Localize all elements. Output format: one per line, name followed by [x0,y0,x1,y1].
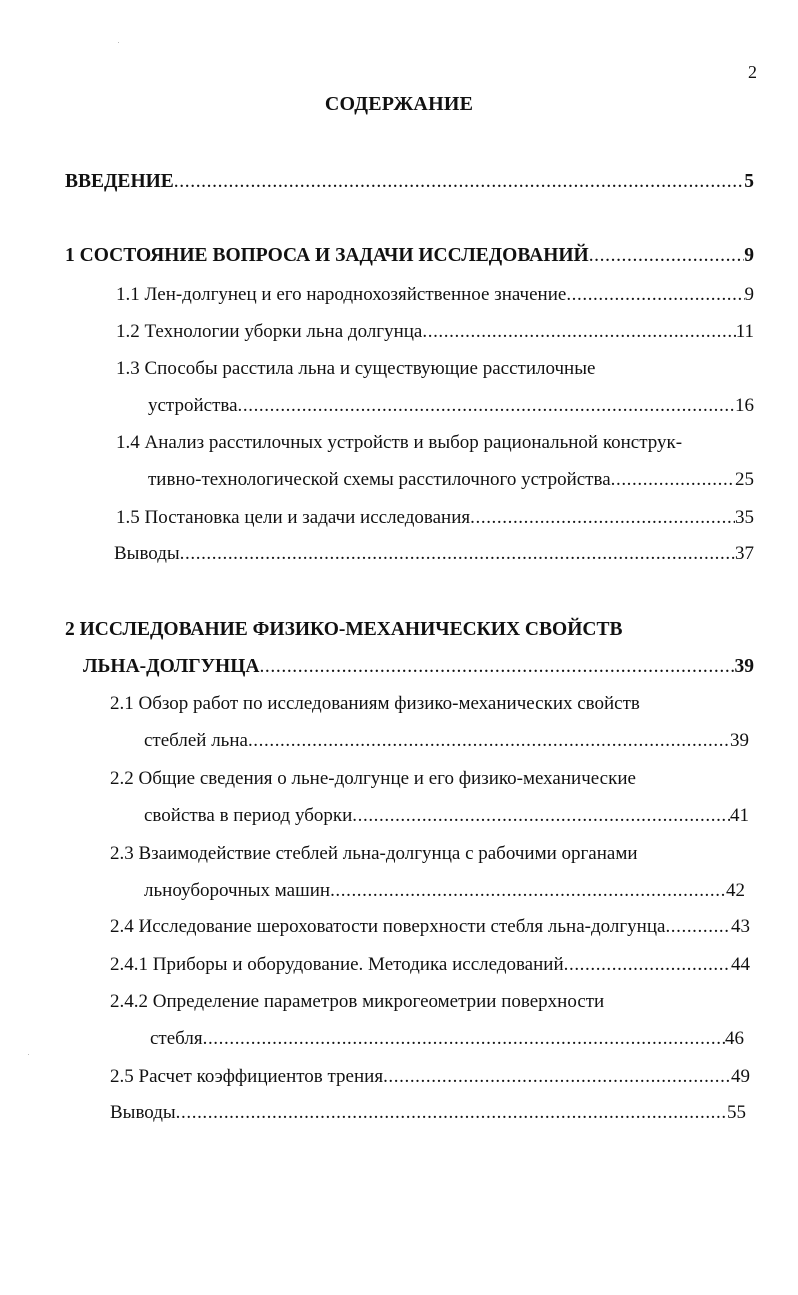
toc-entry-title: тивно-технологической схемы расстилочного устройства [148,469,611,490]
toc-entry-page: 37 [735,543,754,564]
toc-entry-title: стебля [150,1028,203,1049]
dot-leader [383,1065,731,1089]
toc-entry-page: 55 [727,1102,746,1123]
toc-entry-title: 1 СОСТОЯНИЕ ВОПРОСА И ЗАДАЧИ ИССЛЕДОВАНИЙ [65,245,589,266]
toc-entry-page: 49 [731,1066,750,1087]
toc-entry-1-4-line1[interactable]: 1.4 Анализ расстилочных устройств и выбор рациональной конструк- [116,432,683,453]
toc-entry-2-4-2[interactable] [150,1027,744,1051]
dot-leader [422,320,735,344]
dot-leader [330,879,726,903]
toc-entry-2-2[interactable] [144,804,749,828]
toc-entry-page: 25 [735,469,754,490]
dot-leader [611,468,735,492]
toc-entry-title: Выводы [114,543,180,564]
toc-entry-1-1[interactable] [116,283,754,307]
toc-entry-page: 39 [734,656,754,677]
toc-entry-intro[interactable] [65,170,754,194]
dot-leader [566,283,744,307]
dot-leader [203,1027,725,1051]
toc-entry-title: устройства [148,395,238,416]
scan-speck [118,42,119,43]
toc-entry-title: Выводы [110,1102,176,1123]
toc-entry-page: 35 [735,507,754,528]
dot-leader [259,655,734,679]
toc-entry-2-4-1[interactable] [110,953,750,977]
dot-leader [248,729,730,753]
toc-entry-2-2-line1[interactable]: 2.2 Общие сведения о льне-долгунце и его физико-механические [110,768,636,789]
dot-leader [564,953,731,977]
toc-entry-page: 9 [744,245,754,266]
toc-entry-2-3-line1[interactable]: 2.3 Взаимодействие стеблей льна-долгунца с рабочими органами [110,843,638,864]
dot-leader [176,1101,727,1125]
toc-entry-page: 41 [730,805,749,826]
toc-entry-title: ЛЬНА-ДОЛГУНЦА [83,656,260,677]
toc-entry-title: 2.5 Расчет коэффициентов трения [110,1066,384,1087]
toc-entry-page: 5 [744,171,754,192]
toc-entry-title: ВВЕДЕНИЕ [65,171,174,192]
toc-entry-1-2[interactable] [116,320,754,344]
toc-entry-chapter-2[interactable] [83,655,754,679]
toc-entry-page: 46 [725,1028,744,1049]
toc-entry-title: 1.5 Постановка цели и задачи исследования [116,507,471,528]
toc-entry-page: 16 [735,395,754,416]
toc-entry-title: 1.2 Технологии уборки льна долгунца [116,321,423,342]
toc-entry-conclusions-1[interactable] [114,542,754,566]
dot-leader [665,915,731,939]
toc-entry-page: 39 [730,730,749,751]
toc-entry-2-1-line1[interactable]: 2.1 Обзор работ по исследованиям физико-механических свойств [110,693,640,714]
dot-leader [352,804,730,828]
toc-entry-page: 43 [731,916,750,937]
toc-entry-2-1[interactable] [144,729,749,753]
toc-entry-title: свойства в период уборки [144,805,353,826]
toc-entry-chapter-1[interactable] [65,244,754,268]
toc-entry-1-3-line1[interactable]: 1.3 Способы расстила льна и существующие расстилочные [116,358,596,379]
scan-speck [28,1054,29,1055]
dot-leader [238,394,735,418]
toc-entry-2-5[interactable] [110,1065,750,1089]
dot-leader [174,170,744,194]
dot-leader [180,542,735,566]
toc-entry-2-3[interactable] [144,879,745,903]
page-number: 2 [748,62,757,82]
dot-leader [470,506,735,530]
toc-entry-conclusions-2[interactable] [110,1101,746,1125]
toc-entry-title: 2.4 Исследование шероховатости поверхности стебля льна-долгунца [110,916,666,937]
toc-entry-1-3[interactable] [148,394,754,418]
toc-entry-title: льноуборочных машин [144,880,331,901]
dot-leader [589,244,745,268]
toc-entry-page: 11 [735,321,754,342]
toc-entry-chapter-2-line1[interactable]: 2 ИССЛЕДОВАНИЕ ФИЗИКО-МЕХАНИЧЕСКИХ СВОЙСТВ [65,619,623,640]
toc-entry-page: 9 [744,284,754,305]
toc-entry-title: стеблей льна [144,730,248,751]
page-title: СОДЕРЖАНИЕ [324,93,474,115]
toc-entry-page: 44 [731,954,750,975]
toc-entry-title: 1.1 Лен-долгунец и его народнохозяйственное значение [116,284,567,305]
toc-entry-1-4[interactable] [148,468,754,492]
toc-entry-2-4-2-line1[interactable]: 2.4.2 Определение параметров микрогеометрии поверхности [110,991,605,1012]
toc-entry-2-4[interactable] [110,915,750,939]
toc-entry-title: 2.4.1 Приборы и оборудование. Методика исследований [110,954,564,975]
toc-entry-page: 42 [726,880,745,901]
toc-entry-1-5[interactable] [116,506,754,530]
